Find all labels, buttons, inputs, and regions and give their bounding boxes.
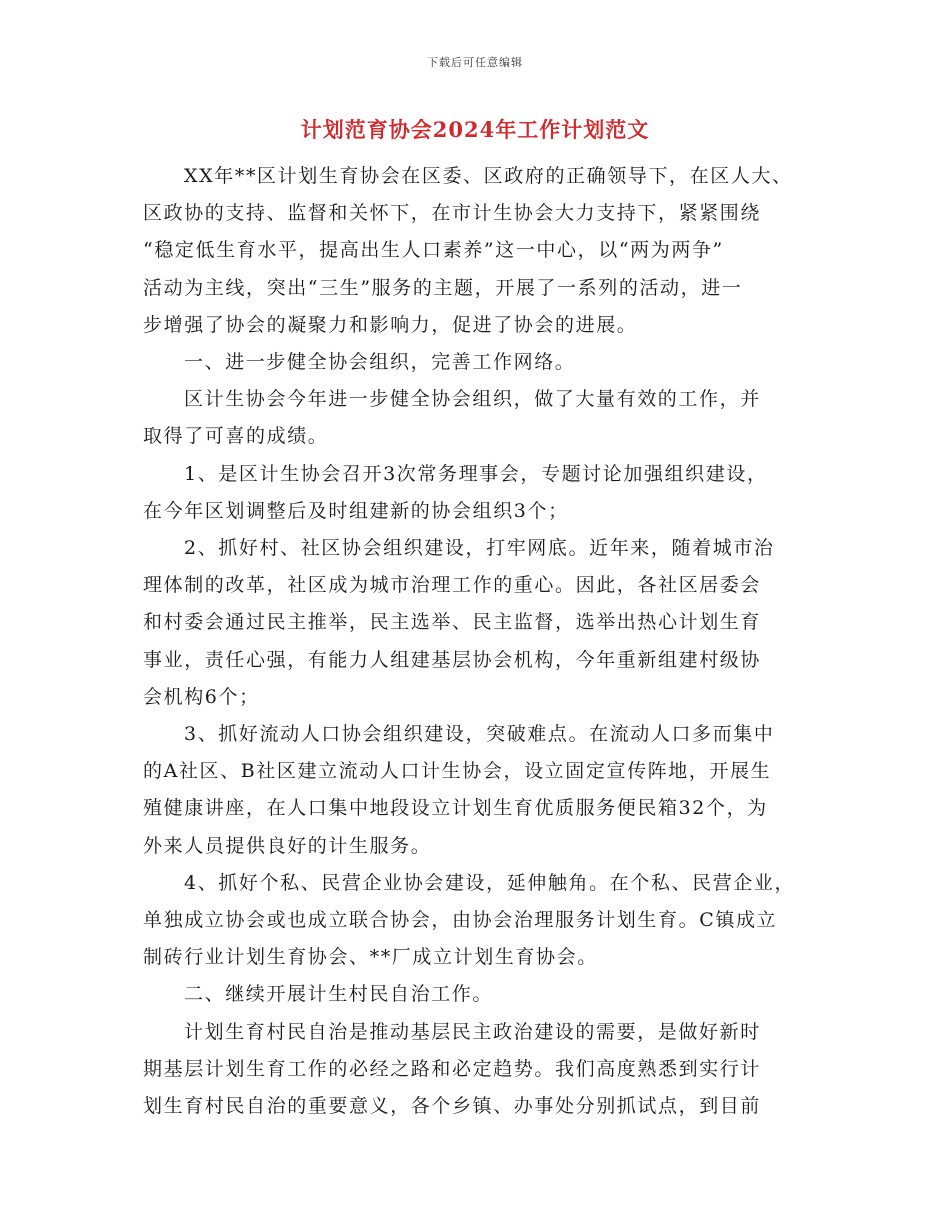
text-line: 4、抓好个私、民营企业协会建设，延伸触角。在个私、民营企业， bbox=[184, 871, 796, 894]
text-line: 和村委会通过民主推举，民主选举、民主监督，选举出热心计划生育 bbox=[143, 611, 762, 634]
text-line: XX年**区计划生育协会在区委、区政府的正确领导下，在区人大、 bbox=[184, 165, 793, 187]
text-line: 会机构6个； bbox=[143, 685, 260, 708]
paragraph bbox=[143, 158, 823, 344]
text-line: “稳定低生育水平，提高出生人口素养”这一中心，以“两为两争” bbox=[143, 239, 724, 262]
text-line: 划生育村民自治的重要意义，各个乡镇、办事处分别抓试点，到目前 bbox=[143, 1095, 762, 1118]
text-line: 1、是区计生协会召开3次常务理事会，专题讨论加强组织建设， bbox=[184, 462, 768, 485]
text-line: 3、抓好流动人口协会组织建设，突破难点。在流动人口多而集中 bbox=[184, 723, 775, 746]
text-line: 殖健康讲座，在人口集中地段设立计划生育优质服务便民箱32个，为 bbox=[143, 797, 768, 820]
text-line: 2、抓好村、社区协会组织建设，打牢网底。近年来，随着城市治 bbox=[184, 537, 775, 560]
text-line: 事业，责任心强，有能力人组建基层协会机构，今年重新组建村级协 bbox=[143, 648, 762, 671]
text-line: 二、继续开展计生村民自治工作。 bbox=[184, 983, 494, 1006]
text-line: 区政协的支持、监督和关怀下，在市计生协会大力支持下，紧紧围绕 bbox=[143, 202, 762, 225]
paragraph bbox=[143, 456, 823, 530]
document-title: 计划范育协会2024年工作计划范文 bbox=[300, 117, 650, 142]
text-line: 的A社区、B社区建立流动人口计生协会，设立固定宣传阵地，开展生 bbox=[143, 760, 772, 783]
text-line: 制砖行业计划生育协会、**厂成立计划生育协会。 bbox=[143, 946, 598, 969]
text-line: 理体制的改革，社区成为城市治理工作的重心。因此，各社区居委会 bbox=[143, 574, 762, 597]
paragraph bbox=[143, 976, 823, 1013]
text-line: 期基层计划生育工作的必经之路和必定趋势。我们高度熟悉到实行计 bbox=[143, 1057, 762, 1080]
paragraph bbox=[143, 381, 823, 455]
text-line: 活动为主线，突出“三生”服务的主题，开展了一系列的活动，进一 bbox=[143, 276, 743, 299]
text-line: 区计生协会今年进一步健全协会组织，做了大量有效的工作，并 bbox=[184, 388, 761, 411]
paragraph bbox=[143, 1014, 823, 1126]
text-line: 外来人员提供良好的计生服务。 bbox=[143, 834, 432, 857]
text-line: 取得了可喜的成绩。 bbox=[143, 425, 329, 448]
paragraph bbox=[143, 344, 823, 381]
text-line: 步增强了协会的凝聚力和影响力，促进了协会的进展。 bbox=[143, 313, 638, 336]
text-line: 单独成立协会或也成立联合协会，由协会治理服务计划生育。C镇成立 bbox=[143, 909, 778, 932]
header-note: 下载后可任意编辑 bbox=[427, 56, 523, 69]
paragraph bbox=[143, 865, 823, 977]
text-line: 一、进一步健全协会组织，完善工作网络。 bbox=[184, 351, 576, 374]
text-line: 计划生育村民自治是推动基层民主政治建设的需要，是做好新时 bbox=[184, 1020, 761, 1043]
paragraph bbox=[143, 530, 823, 716]
paragraph bbox=[143, 716, 823, 865]
document-body bbox=[143, 158, 823, 1125]
text-line: 在今年区划调整后及时组建新的协会组织3个； bbox=[143, 499, 569, 522]
